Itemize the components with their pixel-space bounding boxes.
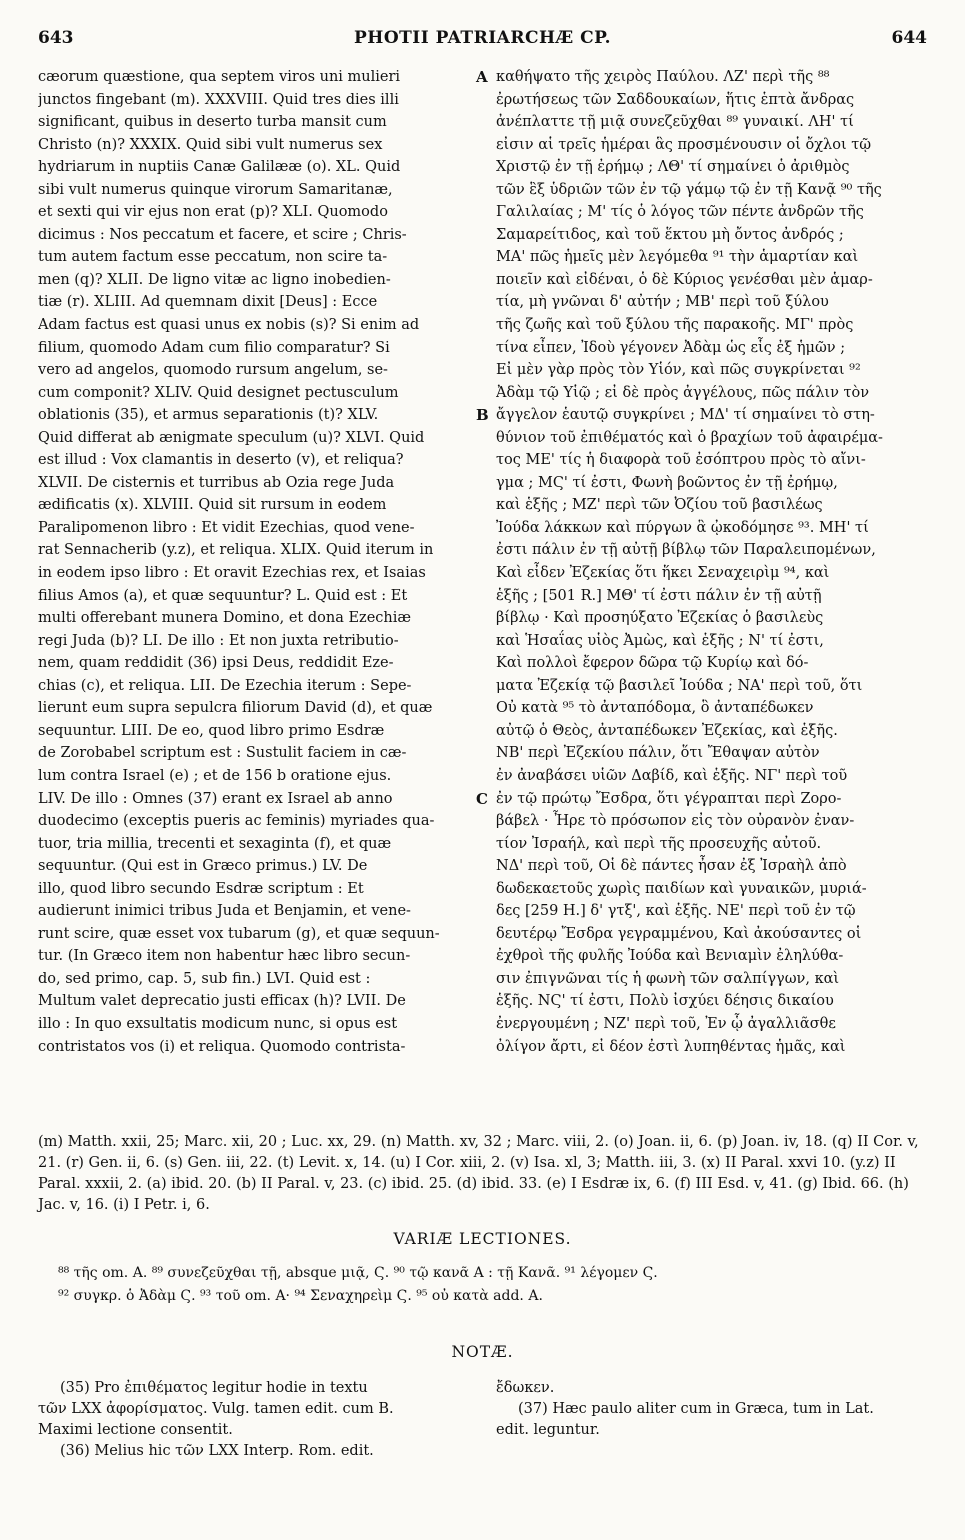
latin-line: tuor, tria millia, trecenti et sexaginta (f), et quæ [38,835,392,852]
latin-line: filium, quomodo Adam cum filio comparatur? Si [38,339,390,356]
note-line: (35) Pro ἐπιθέματος legitur hodie in textu [60,1380,368,1396]
greek-line: ἐχθροὶ τῆς φυλῆς Ἰούδα καὶ Βενιαμὶν ἐληλύθα- [496,948,844,965]
greek-line: ἑξῆς ; [501 R.] ΜΘ' τί ἐστι πάλιν ἐν τῇ αὐτῇ [496,587,822,604]
latin-line: illo : In quo exsultatis modicum nunc, si opus est [38,1015,398,1032]
latin-line: vero ad angelos, quomodo rursum angelum, se- [38,362,388,379]
latin-line: regi Juda (b)? LI. De illo : Et non juxta retributio- [38,632,399,649]
page-number-right: 644 [891,28,927,48]
latin-line: Multum valet deprecatio justi efficax (h)? LVII. De [38,993,406,1010]
latin-line: men (q)? XLII. De ligno vitæ ac ligno inobedien- [38,271,391,288]
latin-line: tum autem factum esse peccatum, non scire ta- [38,249,388,266]
latin-line: oblationis (35), et armus separationis (t)? XLV. [38,407,379,424]
greek-line: ἀνέπλαττε τῇ μιᾷ συνεζεῦχθαι ⁸⁹ γυναικί. ΛΗ' τί [496,114,854,131]
note-line: τῶν LXX ἀφορίσματος. Vulg. tamen edit. cum B. [38,1401,394,1417]
greek-line: ἐρωτήσεως τῶν Σαδδουκαίων, ἥτις ἑπτὰ ἄνδρας [496,91,855,108]
greek-line: αὐτῷ ὁ Θεὸς, ἀνταπέδωκεν Ἐζεκίας, καὶ ἑξῆς. [496,722,838,739]
note-line: Maximi lectione consentit. [38,1422,233,1438]
latin-line: in eodem ipso libro : Et oravit Ezechias rex, et Isaias [38,565,426,582]
notae-title: NOTÆ. [451,1343,514,1361]
greek-line: καὶ ἑξῆς ; ΜΖ' περὶ τῶν Ὀζίου τοῦ βασιλέως [496,497,823,514]
greek-line: Καὶ εἶδεν Ἐζεκίας ὅτι ἥκει Σεναχειρὶμ ⁹⁴, καὶ [496,565,830,582]
greek-line: Σαμαρείτιδος, καὶ τοῦ ἕκτου μὴ ὄντος ἀνδρός ; [496,226,844,243]
greek-line: Ἰούδα λάκκων καὶ πύργων ἃ ᾠκοδόμησε ⁹³. ΜΗ' τί [496,519,869,536]
latin-line: do, sed primo, cap. 5, sub fin.) LVI. Quid est : [38,970,371,987]
page-title: PHOTII PATRIARCHÆ CP. [354,28,611,48]
margin-marker-a: A [476,68,488,86]
greek-line: δωδεκαετοῦς χωρὶς παιδίων καὶ γυναικῶν, μυριά- [496,880,867,897]
greek-line: καθήψατο τῆς χειρὸς Παύλου. ΛΖ' περὶ τῆς ⁸⁸ [496,69,830,85]
greek-line: Γαλιλαίας ; Μ' τίς ὁ λόγος τῶν πέντε ἀνδρῶν τῆς [496,204,864,221]
latin-line: ædificatis (x). XLVIII. Quid sit rursum in eodem [38,497,387,514]
variae-lectiones [38,1262,930,1308]
note-line: ἔδωκεν. [496,1380,555,1396]
latin-line: rat Sennacherib (y.z), et reliqua. XLIX. Quid iterum in [38,542,434,559]
greek-line: Οὐ κατὰ ⁹⁵ τὸ ἀνταπόδομα, ὃ ἀνταπέδωκεν [496,700,814,717]
note-line: (37) Hæc paulo aliter cum in Græca, tum in Lat. [518,1401,874,1417]
greek-line: Ἀδὰμ τῷ Υἱῷ ; εἰ δὲ πρὸς ἀγγέλους, πῶς πάλιν τὸν [496,384,870,401]
variant-reading: ⁹² συγκρ. ὁ Ἀδὰμ Ϛ. ⁹³ τοῦ om. A· ⁹⁴ Σεναχηρεὶμ Ϛ. ⁹⁵ οὐ κατὰ add. A. [58,1288,543,1304]
latin-line: XLVII. De cisternis et turribus ab Ozia rege Juda [38,474,395,491]
running-header [38,28,927,54]
greek-line: τίον Ἰσραήλ, καὶ περὶ τῆς προσευχῆς αὐτοῦ. [496,835,822,852]
greek-line: ἑξῆς. ΝϚ' τί ἐστι, Πολὺ ἰσχύει δέησις δικαίου [496,993,834,1010]
latin-line: filius Amos (a), et quæ sequuntur? L. Quid est : Et [38,587,408,604]
latin-line: multi offerebant munera Domino, et dona Ezechiæ [38,610,411,627]
note-line: (36) Melius hic τῶν LXX Interp. Rom. edit. [60,1443,374,1459]
latin-column [38,66,470,1058]
notae-left [38,1378,478,1462]
latin-line: Quid differat ab ænigmate speculum (u)? XLVI. Quid [38,429,425,446]
latin-line: chias (c), et reliqua. LII. De Ezechia iterum : Sepe- [38,677,412,694]
greek-line: ἐνεργουμένη ; ΝΖ' περὶ τοῦ, Ἐν ᾧ ἀγαλλιᾶσθε [496,1015,836,1032]
greek-column [496,66,928,1058]
variae-lectiones-title: VARIÆ LECTIONES. [393,1230,572,1248]
latin-line: significant, quibus in deserto turba mansit cum [38,114,387,131]
greek-line: ἄγγελον ἑαυτῷ συγκρίνει ; ΜΔ' τί σημαίνει τὸ στη- [496,407,875,424]
latin-line: cum componit? XLIV. Quid designet pectusculum [38,384,399,401]
greek-line: δευτέρῳ Ἔσδρα γεγραμμένου, Καὶ ἀκούσαντες οἱ [496,925,862,942]
latin-line: LIV. De illo : Omnes (37) erant ex Israel ab anno [38,790,393,807]
note-line: edit. leguntur. [496,1422,600,1438]
latin-line: tur. (In Græco item non habentur hæc libro secun- [38,948,411,965]
latin-line: Christo (n)? XXXIX. Quid sibi vult numerus sex [38,136,383,153]
greek-line: τία, μὴ γνῶναι δ' αὐτήν ; ΜΒ' περὶ τοῦ ξύλου [496,294,829,311]
greek-line: ἐν τῷ πρώτῳ Ἔσδρα, ὅτι γέγραπται περὶ Ζορο- [496,790,842,807]
latin-line: sequuntur. LIII. De eo, quod libro primo Esdræ [38,722,385,739]
greek-line: ἐν ἀναβάσει υἱῶν Δαβίδ, καὶ ἑξῆς. ΝΓ' περὶ τοῦ [496,767,848,784]
latin-line: duodecimo (exceptis pueris ac feminis) myriades qua- [38,813,435,830]
latin-line: sibi vult numerus quinque virorum Samaritanæ, [38,181,393,198]
margin-marker-b: B [476,406,489,424]
greek-line: βίβλῳ · Καὶ προσηύξατο Ἐζεκίας ὁ βασιλεὺς [496,610,824,627]
greek-line: γμα ; ΜϚ' τί ἐστι, Φωνὴ βοῶντος ἐν τῇ ἐρήμῳ, [496,474,838,491]
footnotes: (m) Matth. xxii, 25; Marc. xii, 20 ; Luc. xx, 29. (n) Matth. xv, 32 ; Marc. viii, 2. (o) Joan. ii, 6. (p) Joan. iv, 18. (q) II Cor. v, 21. (r) Gen. ii, 6. (s) Gen. iii, 22. (t) Levit. x, 14. (u) I Cor. xiii, 2. (v) Isa. xl, 3; Matth. iii, 3. (x) II Paral. xxvi 10. (y.z) II Paral. xxxii, 2. (a) ibid. 20. (b) II Paral. v, 23. (c) ibid. 25. (d) ibid. 33. (e) I Esdræ ix, 6. (f) III Esd. v, 41. (g) Ibid. 66. (h) Jac. v, 16. (i) I Petr. i, 6. [38,1134,919,1213]
latin-line: runt scire, quæ esset vox tubarum (g), et quæ sequun- [38,925,440,942]
greek-line: ἐστι πάλιν ἐν τῇ αὐτῇ βίβλῳ τῶν Παραλειπομένων, [496,542,876,559]
latin-line: sequuntur. (Qui est in Græco primus.) LV. De [38,858,368,875]
greek-line: τος ΜΕ' τίς ἡ διαφορὰ τοῦ ἐσόπτρου πρὸς τὸ αἴνι- [496,452,866,469]
page-number-left: 643 [38,28,74,48]
latin-line: de Zorobabel scriptum est : Sustulit faciem in cæ- [38,745,407,762]
latin-line: et sexti qui vir ejus non erat (p)? XLI. Quomodo [38,204,388,221]
latin-line: est illud : Vox clamantis in deserto (v), et reliqua? [38,452,404,469]
greek-line: σιν ἐπιγνῶναι τίς ἡ φωνὴ τῶν σαλπίγγων, καὶ [496,970,840,987]
greek-line: ΝΒ' περὶ Ἐζεκίου πάλιν, ὅτι Ἔθαψαν αὐτὸν [496,745,820,762]
greek-line: βάβελ · Ἦρε τὸ πρόσωπον εἰς τὸν οὐρανὸν ἐναν- [496,813,855,830]
latin-line: cæorum quæstione, qua septem viros uni mulieri [38,69,401,85]
variant-reading: ⁸⁸ τῆς om. A. ⁸⁹ συνεζεῦχθαι τῇ, absque μιᾷ, Ϛ. ⁹⁰ τῷ κανᾶ A : τῇ Κανᾶ. ⁹¹ λέγομεν Ϛ. [58,1265,658,1281]
latin-line: audierunt inimici tribus Juda et Benjamin, et vene- [38,903,411,920]
latin-line: illo, quod libro secundo Esdræ scriptum : Et [38,880,364,897]
latin-line: hydriarum in nuptiis Canæ Galilææ (o). XL. Quid [38,159,401,176]
greek-line: τῶν ἓξ ὑδριῶν τῶν ἐν τῷ γάμῳ τῷ ἐν τῇ Κανᾷ ⁹⁰ τῆς [496,181,882,198]
greek-line: Χριστῷ ἐν τῇ ἐρήμῳ ; ΛΘ' τί σημαίνει ὁ ἀριθμὸς [496,159,850,176]
latin-line: lierunt eum supra sepulcra filiorum David (d), et quæ [38,700,433,717]
greek-line: εἰσιν αἱ τρεῖς ἡμέραι ἃς προσμένουσιν οἱ ὄχλοι τῷ [496,136,872,153]
greek-line: τίνα εἶπεν, Ἰδοὺ γέγονεν Ἀδὰμ ὡς εἷς ἐξ ἡμῶν ; [496,339,846,356]
latin-line: Paralipomenon libro : Et vidit Ezechias, quod vene- [38,519,415,536]
greek-line: καὶ Ἡσαΐας υἱὸς Ἀμὼς, καὶ ἑξῆς ; Ν' τί ἐστι, [496,632,824,649]
greek-line: ΜΑ' πῶς ἡμεῖς μὲν λεγόμεθα ⁹¹ τὴν ἁμαρτίαν καὶ [496,249,859,266]
latin-line: contristatos vos (i) et reliqua. Quomodo contrista- [38,1038,406,1055]
latin-line: Adam factus est quasi unus ex nobis (s)? Si enim ad [38,317,420,334]
greek-line: θύνιον τοῦ ἐπιθέματός καὶ ὁ βραχίων τοῦ ἀφαιρέμα- [496,429,883,446]
greek-line: ματα Ἐζεκίᾳ τῷ βασιλεῖ Ἰούδα ; ΝΑ' περὶ τοῦ, ὅτι [496,677,863,694]
greek-line: Καὶ πολλοὶ ἔφερον δῶρα τῷ Κυρίῳ καὶ δό- [496,655,809,672]
greek-line: δες [259 H.] δ' γτξ', καὶ ἑξῆς. ΝΕ' περὶ τοῦ ἐν τῷ [496,903,856,920]
latin-line: nem, quam reddidit (36) ipsi Deus, reddidit Eze- [38,655,394,672]
margin-marker-c: C [476,790,488,808]
greek-line: τῆς ζωῆς καὶ τοῦ ξύλου τῆς παρακοῆς. ΜΓ' πρὸς [496,317,854,334]
greek-line: ὀλίγον ἄρτι, εἰ δέον ἐστὶ λυπηθέντας ἡμᾶς, καὶ [496,1038,846,1055]
greek-line: Εἰ μὲν γὰρ πρὸς τὸν Υἱόν, καὶ πῶς συγκρίνεται ⁹² [496,362,861,379]
greek-line: ποιεῖν καὶ εἰδέναι, ὁ δὲ Κύριος γενέσθαι μὲν ἁμαρ- [496,271,873,288]
greek-line: ΝΔ' περὶ τοῦ, Οἱ δὲ πάντες ἦσαν ἐξ Ἰσραὴλ ἀπὸ [496,858,847,875]
latin-line: junctos fingebant (m). XXXVIII. Quid tres dies illi [38,91,399,108]
latin-line: tiæ (r). XLIII. Ad quemnam dixit [Deus] : Ecce [38,294,378,311]
notae-right [496,1378,936,1441]
latin-line: lum contra Israel (e) ; et de 156 b oratione ejus. [38,767,392,784]
latin-line: dicimus : Nos peccatum et facere, et scire ; Chris- [38,226,407,243]
